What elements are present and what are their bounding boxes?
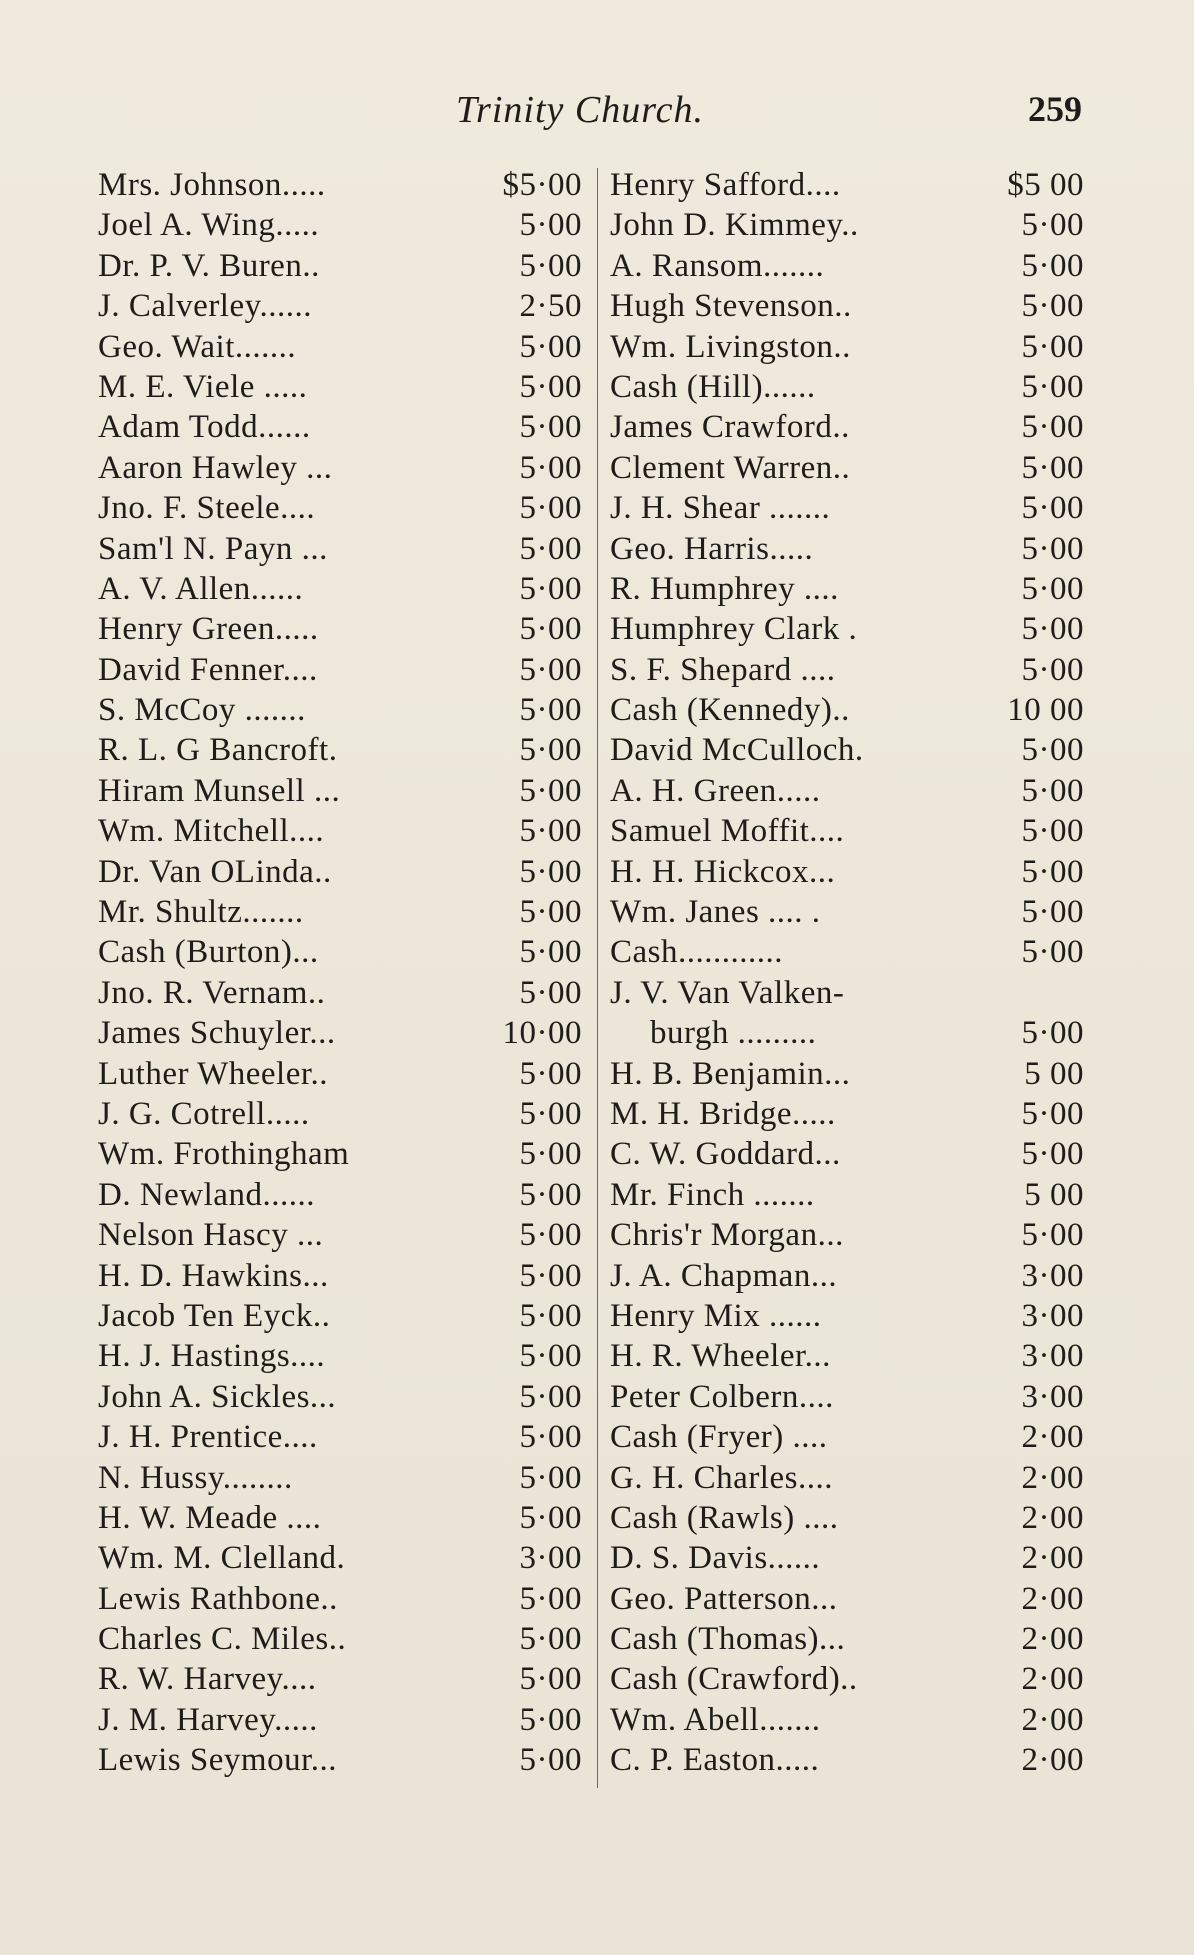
subscription-amount: 10 00 — [1007, 692, 1084, 729]
subscriber-name: Henry Mix ...... — [610, 1297, 822, 1334]
subscription-amount: 5·00 — [1021, 934, 1084, 971]
page-header — [0, 88, 1194, 138]
subscriber-name: Mr. Shultz....... — [98, 894, 304, 931]
subscription-amount: 5·00 — [1021, 611, 1084, 648]
subscription-amount: 5·00 — [519, 1176, 582, 1213]
subscriber-entry — [606, 1013, 1090, 1053]
subscriber-name: John A. Sickles... — [98, 1378, 337, 1415]
subscriber-entry — [606, 448, 1090, 488]
subscriber-name: Charles C. Miles.. — [98, 1621, 347, 1658]
subscriber-entry — [98, 1417, 598, 1457]
subscriber-entry — [98, 448, 598, 488]
subscriber-entry — [98, 1175, 598, 1215]
subscriber-entry — [606, 690, 1090, 730]
subscriber-name: J. V. Van Valken- — [610, 974, 845, 1011]
subscription-amount: 5·00 — [519, 611, 582, 648]
subscription-amount: 5·00 — [519, 1095, 582, 1132]
subscriber-entry — [98, 1538, 598, 1578]
subscription-amount: 5·00 — [1021, 368, 1084, 405]
subscriber-name: Wm. M. Clelland. — [98, 1540, 346, 1577]
subscriber-name: G. H. Charles.... — [610, 1459, 833, 1496]
subscriber-name: Wm. Janes .... . — [610, 894, 821, 931]
subscriber-entry — [98, 1134, 598, 1174]
subscriber-entry — [606, 1377, 1090, 1417]
subscriber-entry — [606, 205, 1090, 245]
subscriber-name: Lewis Rathbone.. — [98, 1580, 338, 1617]
subscriber-name: Cash (Hill)...... — [610, 368, 816, 405]
subscription-amount: 2·00 — [1021, 1580, 1084, 1617]
subscriber-name: Jacob Ten Eyck.. — [98, 1297, 331, 1334]
subscription-amount: 5·00 — [519, 1621, 582, 1658]
subscriber-name: H. H. Hickcox... — [610, 853, 836, 890]
subscriber-entry — [606, 1538, 1090, 1578]
subscriber-name: A. Ransom....... — [610, 247, 825, 284]
subscriber-name: Hiram Munsell ... — [98, 772, 341, 809]
subscriber-name: Lewis Seymour... — [98, 1742, 337, 1779]
subscriber-name: Wm. Frothingham — [98, 1136, 350, 1173]
subscription-amount: 5·00 — [1021, 328, 1084, 365]
subscription-amount: 3·00 — [1021, 1297, 1084, 1334]
subscriber-name: J. G. Cotrell..... — [98, 1095, 310, 1132]
subscriber-name: H. R. Wheeler... — [610, 1338, 831, 1375]
subscription-amount: 5·00 — [519, 1742, 582, 1779]
subscriber-entry — [98, 1094, 598, 1134]
subscriber-name: Dr. P. V. Buren.. — [98, 247, 320, 284]
subscriber-entry — [98, 1579, 598, 1619]
subscriber-name: Jno. R. Vernam.. — [98, 974, 326, 1011]
subscriber-entry — [606, 1215, 1090, 1255]
subscriber-entry — [606, 1659, 1090, 1699]
subscription-amount: 5·00 — [519, 1338, 582, 1375]
subscriber-entry — [606, 1700, 1090, 1740]
subscriber-entry — [606, 932, 1090, 972]
subscriber-name: David Fenner.... — [98, 651, 318, 688]
subscriber-name: J. H. Shear ....... — [610, 490, 831, 527]
subscription-amount: 5·00 — [519, 692, 582, 729]
subscriber-name: D. Newland...... — [98, 1176, 315, 1213]
subscriber-entry — [606, 1094, 1090, 1134]
subscription-amount: 3·00 — [519, 1540, 582, 1577]
subscriber-entry — [98, 529, 598, 569]
subscription-amount: 2·00 — [1021, 1459, 1084, 1496]
subscriber-entry — [98, 1013, 598, 1053]
subscription-amount: 2·00 — [1021, 1621, 1084, 1658]
subscriber-entry — [98, 1498, 598, 1538]
subscriber-entry — [606, 327, 1090, 367]
subscription-amount: 5·00 — [519, 1459, 582, 1496]
subscriber-entry — [98, 1377, 598, 1417]
subscription-amount: 5·00 — [519, 368, 582, 405]
subscription-amount: 5·00 — [1021, 853, 1084, 890]
subscriber-name: Cash............ — [610, 934, 783, 971]
subscriber-entry — [98, 569, 598, 609]
subscription-amount: 5·00 — [1021, 651, 1084, 688]
subscriber-name: R. L. G Bancroft. — [98, 732, 338, 769]
subscriber-entry — [98, 771, 598, 811]
subscriber-name: M. H. Bridge..... — [610, 1095, 836, 1132]
subscription-amount: 5·00 — [519, 651, 582, 688]
subscriber-name: Humphrey Clark . — [610, 611, 858, 648]
subscription-amount: 5·00 — [1021, 1217, 1084, 1254]
subscription-amount: $5 00 — [1007, 167, 1084, 203]
subscription-amount: 5·00 — [519, 1257, 582, 1294]
subscriber-entry — [98, 286, 598, 326]
subscriber-entry — [606, 811, 1090, 851]
subscription-amount: 5·00 — [519, 1217, 582, 1254]
subscriber-name: Geo. Harris..... — [610, 530, 814, 567]
subscriber-entry — [98, 730, 598, 770]
subscription-amount: 5·00 — [519, 934, 582, 971]
subscriber-name: A. H. Green..... — [610, 772, 821, 809]
subscriber-name: Mrs. Johnson..... — [98, 167, 326, 203]
subscription-amount: 5·00 — [1021, 409, 1084, 446]
subscriber-name: H. W. Meade .... — [98, 1499, 322, 1536]
subscription-amount: 5·00 — [1021, 207, 1084, 244]
subscriber-entry — [606, 771, 1090, 811]
subscription-amount: 2·00 — [1021, 1742, 1084, 1779]
subscription-amount: 3·00 — [1021, 1257, 1084, 1294]
subscription-amount: 5·00 — [519, 449, 582, 486]
subscriber-entry — [606, 165, 1090, 205]
subscription-amount: 5·00 — [519, 1499, 582, 1536]
subscription-amount: 5·00 — [519, 207, 582, 244]
subscriber-entry — [606, 1740, 1090, 1780]
subscriber-name: C. W. Goddard... — [610, 1136, 841, 1173]
subscriber-name: H. B. Benjamin... — [610, 1055, 851, 1092]
subscriber-name: R. Humphrey .... — [610, 570, 839, 607]
subscription-amount: $5·00 — [502, 167, 582, 203]
right-subscriber-column — [606, 165, 1090, 1781]
subscriber-entry — [98, 1740, 598, 1780]
subscriber-name: Samuel Moffit.... — [610, 813, 845, 850]
subscriber-entry — [98, 811, 598, 851]
subscription-amount: 5·00 — [1021, 570, 1084, 607]
subscription-amount: 2·00 — [1021, 1419, 1084, 1456]
subscriber-entry — [98, 165, 598, 205]
subscriber-name: Nelson Hascy ... — [98, 1217, 324, 1254]
subscriber-entry — [606, 367, 1090, 407]
subscription-amount: 5·00 — [519, 530, 582, 567]
left-subscriber-column — [98, 165, 598, 1781]
subscriber-entry — [98, 1336, 598, 1376]
subscriber-name: James Schuyler... — [98, 1015, 336, 1052]
subscriber-name: Cash (Thomas)... — [610, 1621, 846, 1658]
subscriber-name: Hugh Stevenson.. — [610, 288, 852, 325]
subscriber-entry — [606, 1458, 1090, 1498]
subscriber-name: Cash (Fryer) .... — [610, 1419, 828, 1456]
subscription-amount: 5·00 — [1021, 772, 1084, 809]
subscriber-entry — [606, 1134, 1090, 1174]
subscriber-name: R. W. Harvey.... — [98, 1661, 317, 1698]
subscriber-name: N. Hussy........ — [98, 1459, 293, 1496]
subscription-amount: 5·00 — [1021, 1095, 1084, 1132]
subscriber-entry — [606, 892, 1090, 932]
subscriber-name: Peter Colbern.... — [610, 1378, 834, 1415]
subscription-amount: 2·00 — [1021, 1701, 1084, 1738]
subscriber-name: Geo. Patterson... — [610, 1580, 838, 1617]
subscriber-entry — [606, 529, 1090, 569]
subscriber-entry — [606, 730, 1090, 770]
subscription-amount: 5·00 — [519, 974, 582, 1011]
subscription-amount: 5·00 — [519, 1297, 582, 1334]
subscriber-name: Henry Green..... — [98, 611, 319, 648]
subscriber-entry — [98, 1700, 598, 1740]
subscriber-entry — [98, 488, 598, 528]
subscriber-entry — [606, 1619, 1090, 1659]
subscriber-name: Cash (Kennedy).. — [610, 692, 850, 729]
subscriber-name: C. P. Easton..... — [610, 1742, 820, 1779]
subscriber-name: Aaron Hawley ... — [98, 449, 333, 486]
subscriber-name: Luther Wheeler.. — [98, 1055, 329, 1092]
subscriber-name: David McCulloch. — [610, 732, 864, 769]
subscriber-entry — [606, 1256, 1090, 1296]
subscriber-name: Cash (Crawford).. — [610, 1661, 858, 1698]
subscriber-name: J. Calverley...... — [98, 288, 312, 325]
subscriber-name: S. McCoy ....... — [98, 692, 306, 729]
subscriber-name: Wm. Livingston.. — [610, 328, 851, 365]
subscription-amount: 5·00 — [519, 853, 582, 890]
subscriber-entry — [606, 488, 1090, 528]
subscription-amount: 5·00 — [1021, 813, 1084, 850]
subscription-amount: 5·00 — [1021, 1136, 1084, 1173]
subscription-amount: 5 00 — [1024, 1055, 1084, 1092]
subscription-amount: 5·00 — [1021, 732, 1084, 769]
subscriber-name: Henry Safford.... — [610, 167, 841, 203]
subscriber-entry — [98, 973, 598, 1013]
subscription-amount: 5·00 — [519, 1701, 582, 1738]
subscriber-entry — [606, 1296, 1090, 1336]
subscriber-entry — [98, 1659, 598, 1699]
subscriber-entry — [606, 1336, 1090, 1376]
subscription-amount: 10·00 — [502, 1015, 582, 1052]
subscription-amount: 5 00 — [1024, 1176, 1084, 1213]
subscriber-name: S. F. Shepard .... — [610, 651, 836, 688]
subscriber-entry — [98, 1296, 598, 1336]
subscription-amount: 5·00 — [519, 1580, 582, 1617]
subscriber-name: Mr. Finch ....... — [610, 1176, 815, 1213]
subscriber-entry — [606, 407, 1090, 447]
subscriber-entry — [98, 246, 598, 286]
subscription-amount: 3·00 — [1021, 1378, 1084, 1415]
subscriber-name: H. J. Hastings.... — [98, 1338, 326, 1375]
subscriber-name: Jno. F. Steele.... — [98, 490, 316, 527]
subscriber-entry — [606, 650, 1090, 690]
subscription-amount: 5·00 — [519, 247, 582, 284]
subscription-amount: 5·00 — [519, 328, 582, 365]
subscriber-entry — [98, 690, 598, 730]
subscriber-entry — [606, 1498, 1090, 1538]
subscriber-name: Adam Todd...... — [98, 409, 311, 446]
subscriber-entry — [98, 609, 598, 649]
subscriber-name: J. M. Harvey..... — [98, 1701, 318, 1738]
subscriber-entry — [606, 1054, 1090, 1094]
subscriber-name: Dr. Van OLinda.. — [98, 853, 332, 890]
subscriber-name: Cash (Rawls) .... — [610, 1499, 839, 1536]
subscription-amount: 5·00 — [519, 894, 582, 931]
subscriber-name: H. D. Hawkins... — [98, 1257, 329, 1294]
subscriber-name: Joel A. Wing..... — [98, 207, 320, 244]
subscription-amount: 5·00 — [519, 732, 582, 769]
subscriber-name: James Crawford.. — [610, 409, 850, 446]
subscription-amount: 5·00 — [519, 1419, 582, 1456]
subscriber-name: Cash (Burton)... — [98, 934, 319, 971]
subscriber-entry — [98, 1619, 598, 1659]
subscription-amount: 5·00 — [1021, 490, 1084, 527]
subscriber-entry — [606, 1175, 1090, 1215]
page-number: 259 — [1028, 89, 1082, 129]
subscription-amount: 5·00 — [519, 772, 582, 809]
subscriber-name: Sam'l N. Payn ... — [98, 530, 328, 567]
subscriber-entry — [98, 205, 598, 245]
subscriber-entry — [606, 973, 1090, 1013]
subscriber-entry — [98, 1215, 598, 1255]
subscription-amount: 5·00 — [1021, 530, 1084, 567]
subscriber-entry — [98, 1054, 598, 1094]
subscriber-entry — [606, 246, 1090, 286]
subscriber-entry — [98, 892, 598, 932]
subscriber-name: Clement Warren.. — [610, 449, 851, 486]
subscriber-entry — [606, 1417, 1090, 1457]
subscriber-entry — [606, 609, 1090, 649]
subscriber-entry — [98, 327, 598, 367]
subscription-amount: 5·00 — [1021, 894, 1084, 931]
subscriber-entry — [606, 1579, 1090, 1619]
subscriber-name: J. A. Chapman... — [610, 1257, 838, 1294]
subscriber-entry — [98, 932, 598, 972]
subscription-amount: 5·00 — [519, 570, 582, 607]
subscription-amount: 5·00 — [519, 813, 582, 850]
subscription-amount: 5·00 — [519, 490, 582, 527]
subscription-amount: 5·00 — [1021, 1015, 1084, 1052]
subscription-amount: 5·00 — [519, 1055, 582, 1092]
subscriber-entry — [98, 367, 598, 407]
subscriber-name: M. E. Viele ..... — [98, 368, 308, 405]
subscription-amount: 2·50 — [519, 288, 582, 325]
subscriber-entry — [98, 407, 598, 447]
subscriber-name: John D. Kimmey.. — [610, 207, 859, 244]
subscription-amount: 5·00 — [1021, 288, 1084, 325]
subscriber-name: burgh ......... — [650, 1015, 817, 1052]
subscription-amount: 3·00 — [1021, 1338, 1084, 1375]
subscription-amount: 5·00 — [519, 1378, 582, 1415]
subscriber-name: Wm. Mitchell.... — [98, 813, 325, 850]
subscription-amount: 2·00 — [1021, 1661, 1084, 1698]
subscriber-name: Wm. Abell....... — [610, 1701, 821, 1738]
subscription-amount: 5·00 — [519, 409, 582, 446]
running-title: Trinity Church. — [456, 89, 704, 131]
subscriber-entry — [606, 852, 1090, 892]
subscription-amount: 2·00 — [1021, 1540, 1084, 1577]
subscriber-entry — [98, 650, 598, 690]
subscriber-entry — [98, 852, 598, 892]
subscriber-name: J. H. Prentice.... — [98, 1419, 318, 1456]
subscription-amount: 5·00 — [519, 1661, 582, 1698]
subscriber-entry — [98, 1256, 598, 1296]
subscriber-name: Chris'r Morgan... — [610, 1217, 844, 1254]
subscription-amount: 5·00 — [519, 1136, 582, 1173]
subscriber-name: A. V. Allen...... — [98, 570, 304, 607]
subscription-amount: 5·00 — [1021, 247, 1084, 284]
subscriber-name: D. S. Davis...... — [610, 1540, 821, 1577]
subscription-amount: 2·00 — [1021, 1499, 1084, 1536]
subscriber-name: Geo. Wait....... — [98, 328, 297, 365]
subscription-amount: 5·00 — [1021, 449, 1084, 486]
subscriber-entry — [606, 569, 1090, 609]
subscriber-entry — [98, 1458, 598, 1498]
subscriber-entry — [606, 286, 1090, 326]
